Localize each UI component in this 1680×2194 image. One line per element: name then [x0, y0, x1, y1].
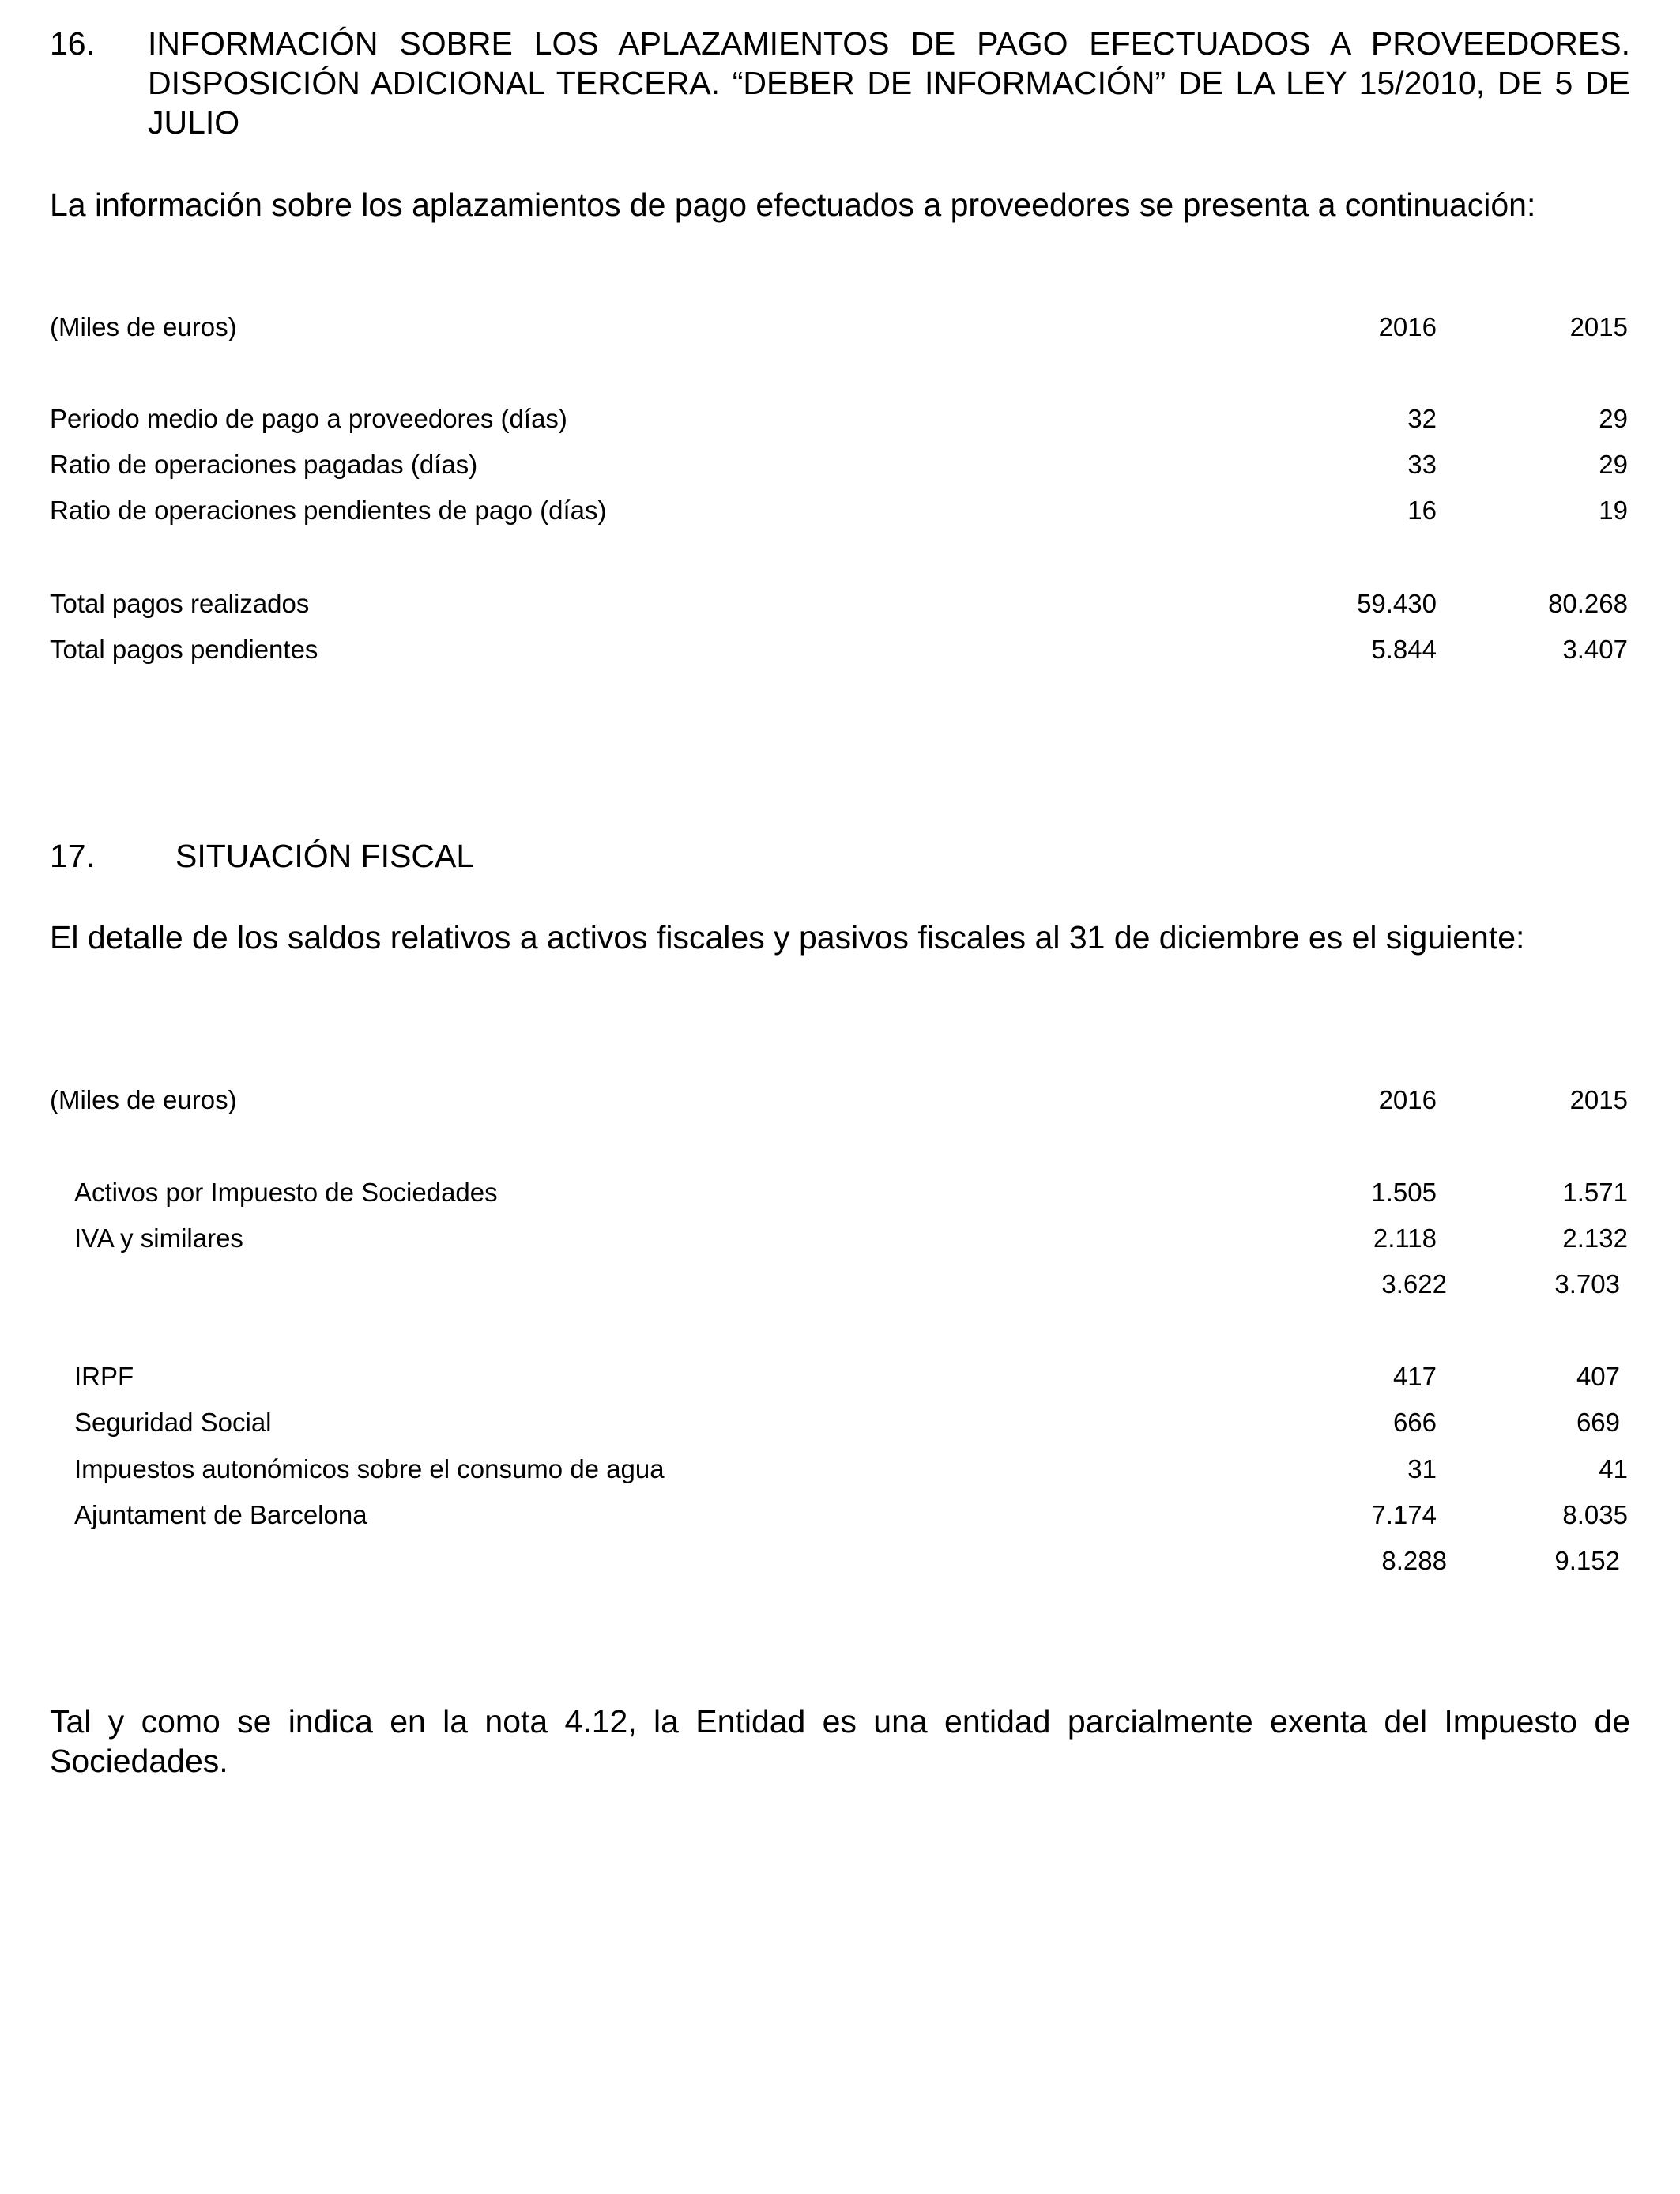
section-16-intro: La información sobre los aplazamientos de pago efectuados a proveedores se presenta a continuación:	[50, 187, 1536, 223]
row-label: Total pagos pendientes	[50, 635, 318, 664]
subtotal-2016: 8.288	[1381, 1546, 1447, 1575]
value-2015: 29	[1599, 404, 1628, 433]
value-2016: 32	[1407, 404, 1437, 433]
value-2015: 1.571	[1562, 1178, 1628, 1207]
row-label: Seguridad Social	[74, 1408, 272, 1437]
section-number: 17.	[50, 838, 95, 874]
table-row	[50, 495, 1630, 526]
value-2015: 19	[1599, 496, 1628, 525]
value-2015: 407	[1576, 1362, 1620, 1391]
row-label: IVA y similares	[74, 1223, 243, 1253]
value-2015: 41	[1599, 1454, 1628, 1483]
value-2016: 31	[1407, 1454, 1437, 1483]
table-row	[50, 588, 1630, 620]
value-2016: 5.844	[1371, 635, 1437, 664]
value-2015: 2.132	[1562, 1223, 1628, 1253]
value-2016: 59.430	[1357, 589, 1437, 618]
value-2016: 7.174	[1371, 1500, 1437, 1529]
year-header: 2015	[1569, 312, 1628, 341]
value-2016: 666	[1392, 1408, 1437, 1437]
row-label: Impuestos autonómicos sobre el consumo de agua	[74, 1454, 665, 1483]
value-2016: 2.118	[1373, 1223, 1437, 1253]
section-17-intro: El detalle de los saldos relativos a activos fiscales y pasivos fiscales al 31 de diciembre es el siguiente:	[50, 919, 1525, 956]
subtotal-2015: 9.152	[1554, 1546, 1620, 1575]
section-number: 16.	[50, 25, 95, 62]
table-row	[50, 1407, 1630, 1438]
year-header: 2016	[1378, 312, 1437, 341]
table-row	[50, 1453, 1630, 1485]
row-label: Total pagos realizados	[50, 589, 310, 618]
value-2015: 3.407	[1562, 635, 1628, 664]
table-row	[50, 1177, 1630, 1208]
value-2015: 29	[1599, 450, 1628, 479]
table-header-row	[50, 311, 1630, 343]
subtotal-row	[50, 1269, 1630, 1300]
value-2015: 8.035	[1562, 1500, 1628, 1529]
table-row	[50, 403, 1630, 435]
section-title: INFORMACIÓN SOBRE LOS APLAZAMIENTOS DE PAGO EFECTUADOS A PROVEEDORES. DISPOSICIÓN ADICIONAL TERCERA. “DEBER DE INFORMACIÓN” DE LA LEY 15/2010, DE 5 DE JULIO	[148, 25, 1630, 141]
row-label: Periodo medio de pago a proveedores (días)	[50, 404, 567, 433]
table-row	[50, 1223, 1630, 1254]
closing-paragraph: Tal y como se indica en la nota 4.12, la Entidad es una entidad parcialmente exenta del Impuesto de Sociedades.	[50, 1703, 1630, 1779]
value-2016: 33	[1407, 450, 1437, 479]
row-label: IRPF	[74, 1362, 134, 1391]
year-header: 2015	[1569, 1085, 1628, 1114]
unit-label: (Miles de euros)	[50, 312, 237, 341]
year-header: 2016	[1378, 1085, 1437, 1114]
value-2015: 669	[1576, 1408, 1620, 1437]
value-2015: 80.268	[1548, 589, 1628, 618]
value-2016: 1.505	[1371, 1178, 1437, 1207]
row-label: Ratio de operaciones pagadas (días)	[50, 450, 478, 479]
value-2016: 417	[1392, 1362, 1437, 1391]
row-label: Ratio de operaciones pendientes de pago (días)	[50, 496, 607, 525]
row-label: Ajuntament de Barcelona	[74, 1500, 367, 1529]
unit-label: (Miles de euros)	[50, 1085, 237, 1114]
section-title: SITUACIÓN FISCAL	[175, 838, 475, 874]
row-label: Activos por Impuesto de Sociedades	[74, 1178, 498, 1207]
subtotal-2015: 3.703	[1554, 1269, 1620, 1299]
value-2016: 16	[1407, 496, 1437, 525]
table-header-row	[50, 1084, 1630, 1116]
table-row	[50, 1361, 1630, 1393]
table-row	[50, 449, 1630, 481]
table-row	[50, 634, 1630, 665]
table-row	[50, 1499, 1630, 1531]
subtotal-2016: 3.622	[1381, 1269, 1447, 1299]
subtotal-row	[50, 1545, 1630, 1577]
